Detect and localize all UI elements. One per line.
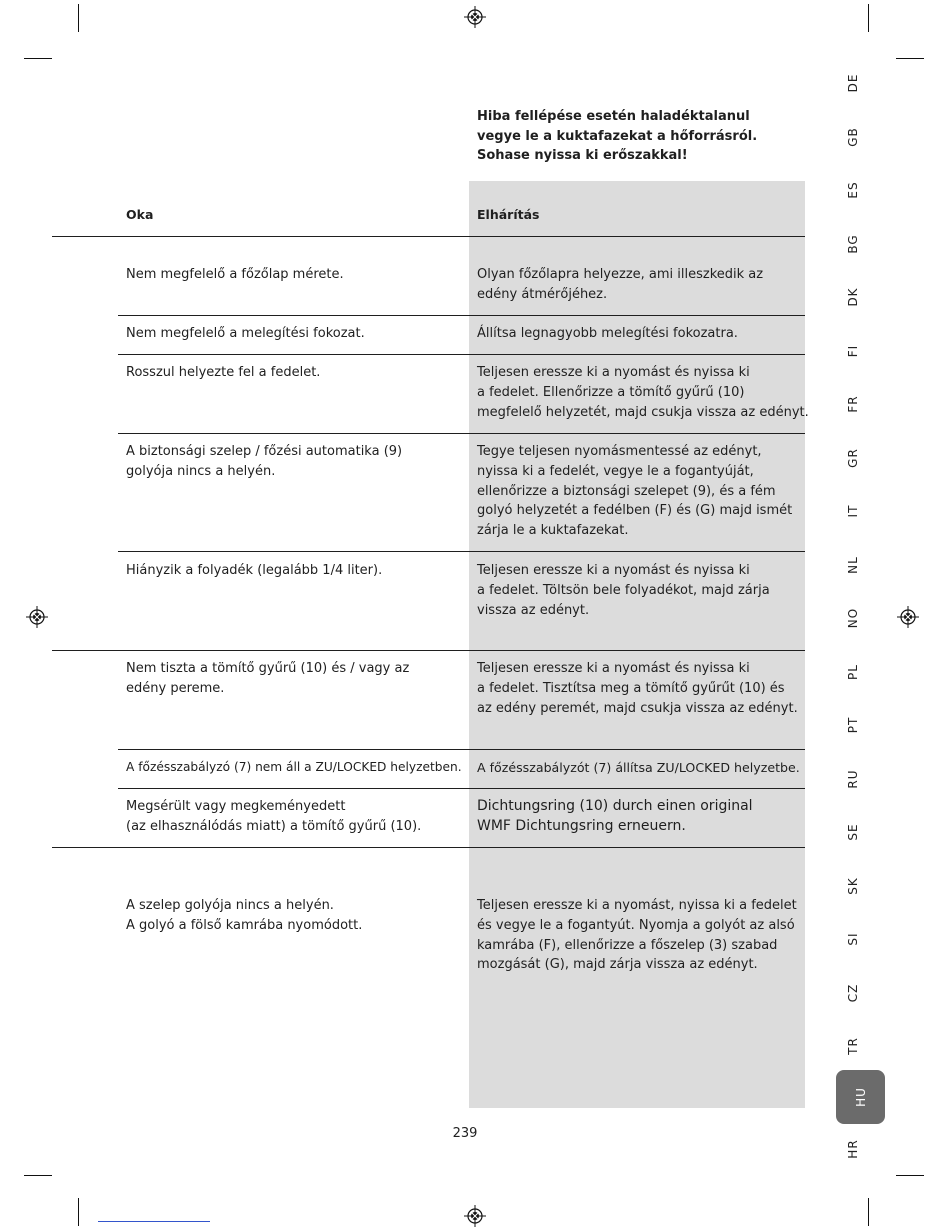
table-cell-cause xyxy=(126,561,466,581)
cell-line: ellenőrizze a biztonsági szelepet (9), és a fém xyxy=(477,483,776,499)
cell-line: Dichtungsring (10) durch einen original xyxy=(477,798,753,814)
language-tab-si[interactable] xyxy=(836,912,870,966)
table-cell-cause xyxy=(126,442,466,482)
warning-line: Hiba fellépése esetén haladéktalanul xyxy=(477,109,750,124)
language-tab-label: FR xyxy=(846,395,860,413)
language-tab-label: GB xyxy=(846,127,860,147)
row-divider xyxy=(118,433,805,434)
cell-line: A golyó a fölső kamrába nyomódott. xyxy=(126,917,363,933)
cell-line: megfelelő helyzetét, majd csukja vissza az edényt. xyxy=(477,404,809,420)
language-tab-label: DE xyxy=(846,73,860,93)
cell-line: Nem tiszta a tömítő gyűrű (10) és / vagy az xyxy=(126,661,410,676)
language-tab-label: SK xyxy=(846,877,860,895)
cell-line: az edény peremét, majd csukja vissza az edényt. xyxy=(477,700,798,716)
crop-mark xyxy=(24,1175,52,1176)
language-tab-pl[interactable] xyxy=(836,645,870,699)
language-tab-label: IT xyxy=(846,504,860,518)
table-cell-fix xyxy=(477,324,807,344)
cell-line: Teljesen eressze ki a nyomást és nyissa ki xyxy=(477,661,750,676)
row-divider xyxy=(118,788,805,789)
language-tab-fi[interactable] xyxy=(836,324,870,378)
group-divider xyxy=(52,650,805,651)
language-tab-pt[interactable] xyxy=(836,698,870,752)
crop-mark xyxy=(78,4,79,32)
language-tab-label: NO xyxy=(846,607,860,629)
cell-line: golyó helyzetét a fedélben (F) és (G) majd ismét xyxy=(477,503,793,519)
crop-mark xyxy=(24,58,52,59)
cell-line: A főzésszabályzó (7) nem áll a ZU/LOCKED helyzetben. xyxy=(126,760,462,774)
cell-line: mozgását (G), majd zárja vissza az edényt. xyxy=(477,957,758,973)
table-cell-cause xyxy=(126,797,466,837)
table-cell-fix xyxy=(477,797,807,837)
warning-line: vegye le a kuktafazekat a hőforrásról. xyxy=(477,128,758,144)
cell-line: kamrába (F), ellenőrizze a főszelep (3) szabad xyxy=(477,937,778,953)
language-tab-nl[interactable] xyxy=(836,538,870,592)
cell-line: edény átmérőjéhez. xyxy=(477,286,608,302)
language-tab-de[interactable] xyxy=(836,56,870,110)
registration-mark-icon xyxy=(464,1205,486,1227)
cell-line: Teljesen eressze ki a nyomást és nyissa ki xyxy=(477,365,750,380)
row-divider xyxy=(118,551,805,552)
language-tab-label: CZ xyxy=(846,983,860,1003)
language-tab-hu[interactable] xyxy=(836,1070,885,1124)
language-tab-label: NL xyxy=(846,556,860,574)
language-tab-dk[interactable] xyxy=(836,270,870,324)
cell-line: Tegye teljesen nyomásmentessé az edényt, xyxy=(477,444,762,459)
cell-line: golyója nincs a helyén. xyxy=(126,463,276,479)
crop-mark xyxy=(868,1198,869,1226)
language-tab-label: HU xyxy=(853,1087,868,1107)
language-tab-bg[interactable] xyxy=(836,217,870,271)
row-divider xyxy=(118,354,805,355)
language-tab-label: PT xyxy=(846,716,860,734)
footer-line xyxy=(98,1221,210,1222)
table-cell-cause xyxy=(126,324,466,344)
language-tab-label: SE xyxy=(846,823,860,841)
row-divider xyxy=(118,315,805,316)
language-tab-label: SI xyxy=(846,932,860,946)
language-tab-fr[interactable] xyxy=(836,377,870,431)
language-tab-label: FI xyxy=(846,344,860,358)
registration-mark-icon xyxy=(26,606,48,628)
language-tab-label: RU xyxy=(846,769,860,789)
language-tab-hr[interactable] xyxy=(836,1122,870,1176)
cell-line: a fedelet. Ellenőrizze a tömítő gyűrű (10) xyxy=(477,384,745,400)
cell-line: A biztonsági szelep / főzési automatika (9) xyxy=(126,444,403,459)
cell-line: Nem megfelelő a melegítési fokozat. xyxy=(126,326,365,341)
cell-line: zárja le a kuktafazekat. xyxy=(477,523,629,539)
cell-line: edény pereme. xyxy=(126,680,225,696)
table-cell-fix xyxy=(477,896,807,975)
language-tab-it[interactable] xyxy=(836,484,870,538)
cell-line: és vegye le a fogantyút. Nyomja a golyót az alsó xyxy=(477,917,795,933)
cell-line: vissza az edényt. xyxy=(477,602,590,618)
language-tab-ru[interactable] xyxy=(836,752,870,806)
table-cell-cause xyxy=(126,896,466,936)
crop-mark xyxy=(868,4,869,32)
language-tab-label: TR xyxy=(846,1037,860,1055)
crop-mark xyxy=(896,58,924,59)
language-tab-label: PL xyxy=(846,664,860,680)
cell-line: Teljesen eressze ki a nyomást és nyissa ki xyxy=(477,563,750,578)
cell-line: Állítsa legnagyobb melegítési fokozatra. xyxy=(477,326,738,341)
cell-line: (az elhasználódás miatt) a tömítő gyűrű (10). xyxy=(126,818,422,834)
table-cell-cause xyxy=(126,363,466,383)
table-cell-cause xyxy=(126,659,466,699)
cell-line: Teljesen eressze ki a nyomást, nyissa ki a fedelet xyxy=(477,898,797,913)
cell-line: Olyan főzőlapra helyezze, ami illeszkedik az xyxy=(477,267,764,282)
warning-text xyxy=(477,107,797,166)
warning-line: Sohase nyissa ki erőszakkal! xyxy=(477,148,688,163)
cell-line: nyissa ki a fedelét, vegye le a fogantyúját, xyxy=(477,463,754,479)
language-tab-gb[interactable] xyxy=(836,110,870,164)
crop-mark xyxy=(78,1198,79,1226)
cell-line: a fedelet. Töltsön bele folyadékot, majd zárja xyxy=(477,582,770,598)
cell-line: Megsérült vagy megkeményedett xyxy=(126,799,346,814)
language-tab-tr[interactable] xyxy=(836,1019,870,1073)
language-tab-label: HR xyxy=(846,1139,860,1159)
table-cell-cause xyxy=(126,265,466,285)
table-cell-fix xyxy=(477,442,807,541)
language-tab-es[interactable] xyxy=(836,163,870,217)
cell-line: WMF Dichtungsring erneuern. xyxy=(477,817,686,834)
cell-line: A szelep golyója nincs a helyén. xyxy=(126,898,334,913)
table-cell-fix xyxy=(477,758,807,778)
cell-line: a fedelet. Tisztítsa meg a tömítő gyűrűt (10) és xyxy=(477,680,785,696)
column-header-fix: Elhárítás xyxy=(477,207,540,222)
language-tab-sk[interactable] xyxy=(836,859,870,913)
language-tab-label: DK xyxy=(846,287,860,307)
table-cell-fix xyxy=(477,561,807,620)
crop-mark xyxy=(896,1175,924,1176)
cell-line: Nem megfelelő a főzőlap mérete. xyxy=(126,267,344,282)
language-tab-se[interactable] xyxy=(836,805,870,859)
language-tab-cz[interactable] xyxy=(836,966,870,1020)
cell-line: Hiányzik a folyadék (legalább 1/4 liter). xyxy=(126,563,383,578)
registration-mark-icon xyxy=(897,606,919,628)
table-cell-fix xyxy=(477,659,807,718)
table-cell-cause xyxy=(126,758,466,778)
column-header-cause: Oka xyxy=(126,207,154,222)
language-tab-label: GR xyxy=(846,448,860,468)
language-tab-label: BG xyxy=(846,234,860,254)
registration-mark-icon xyxy=(464,6,486,28)
table-cell-fix xyxy=(477,363,807,422)
language-tab-label: ES xyxy=(846,181,860,199)
header-divider xyxy=(52,236,805,237)
cell-line: A főzésszabályzót (7) állítsa ZU/LOCKED helyzetbe. xyxy=(477,760,800,775)
group-divider xyxy=(52,847,805,848)
cell-line: Rosszul helyezte fel a fedelet. xyxy=(126,365,321,380)
language-tab-no[interactable] xyxy=(836,591,870,645)
page-number: 239 xyxy=(452,1126,478,1141)
row-divider xyxy=(118,749,805,750)
language-tab-gr[interactable] xyxy=(836,431,870,485)
table-cell-fix xyxy=(477,265,807,305)
